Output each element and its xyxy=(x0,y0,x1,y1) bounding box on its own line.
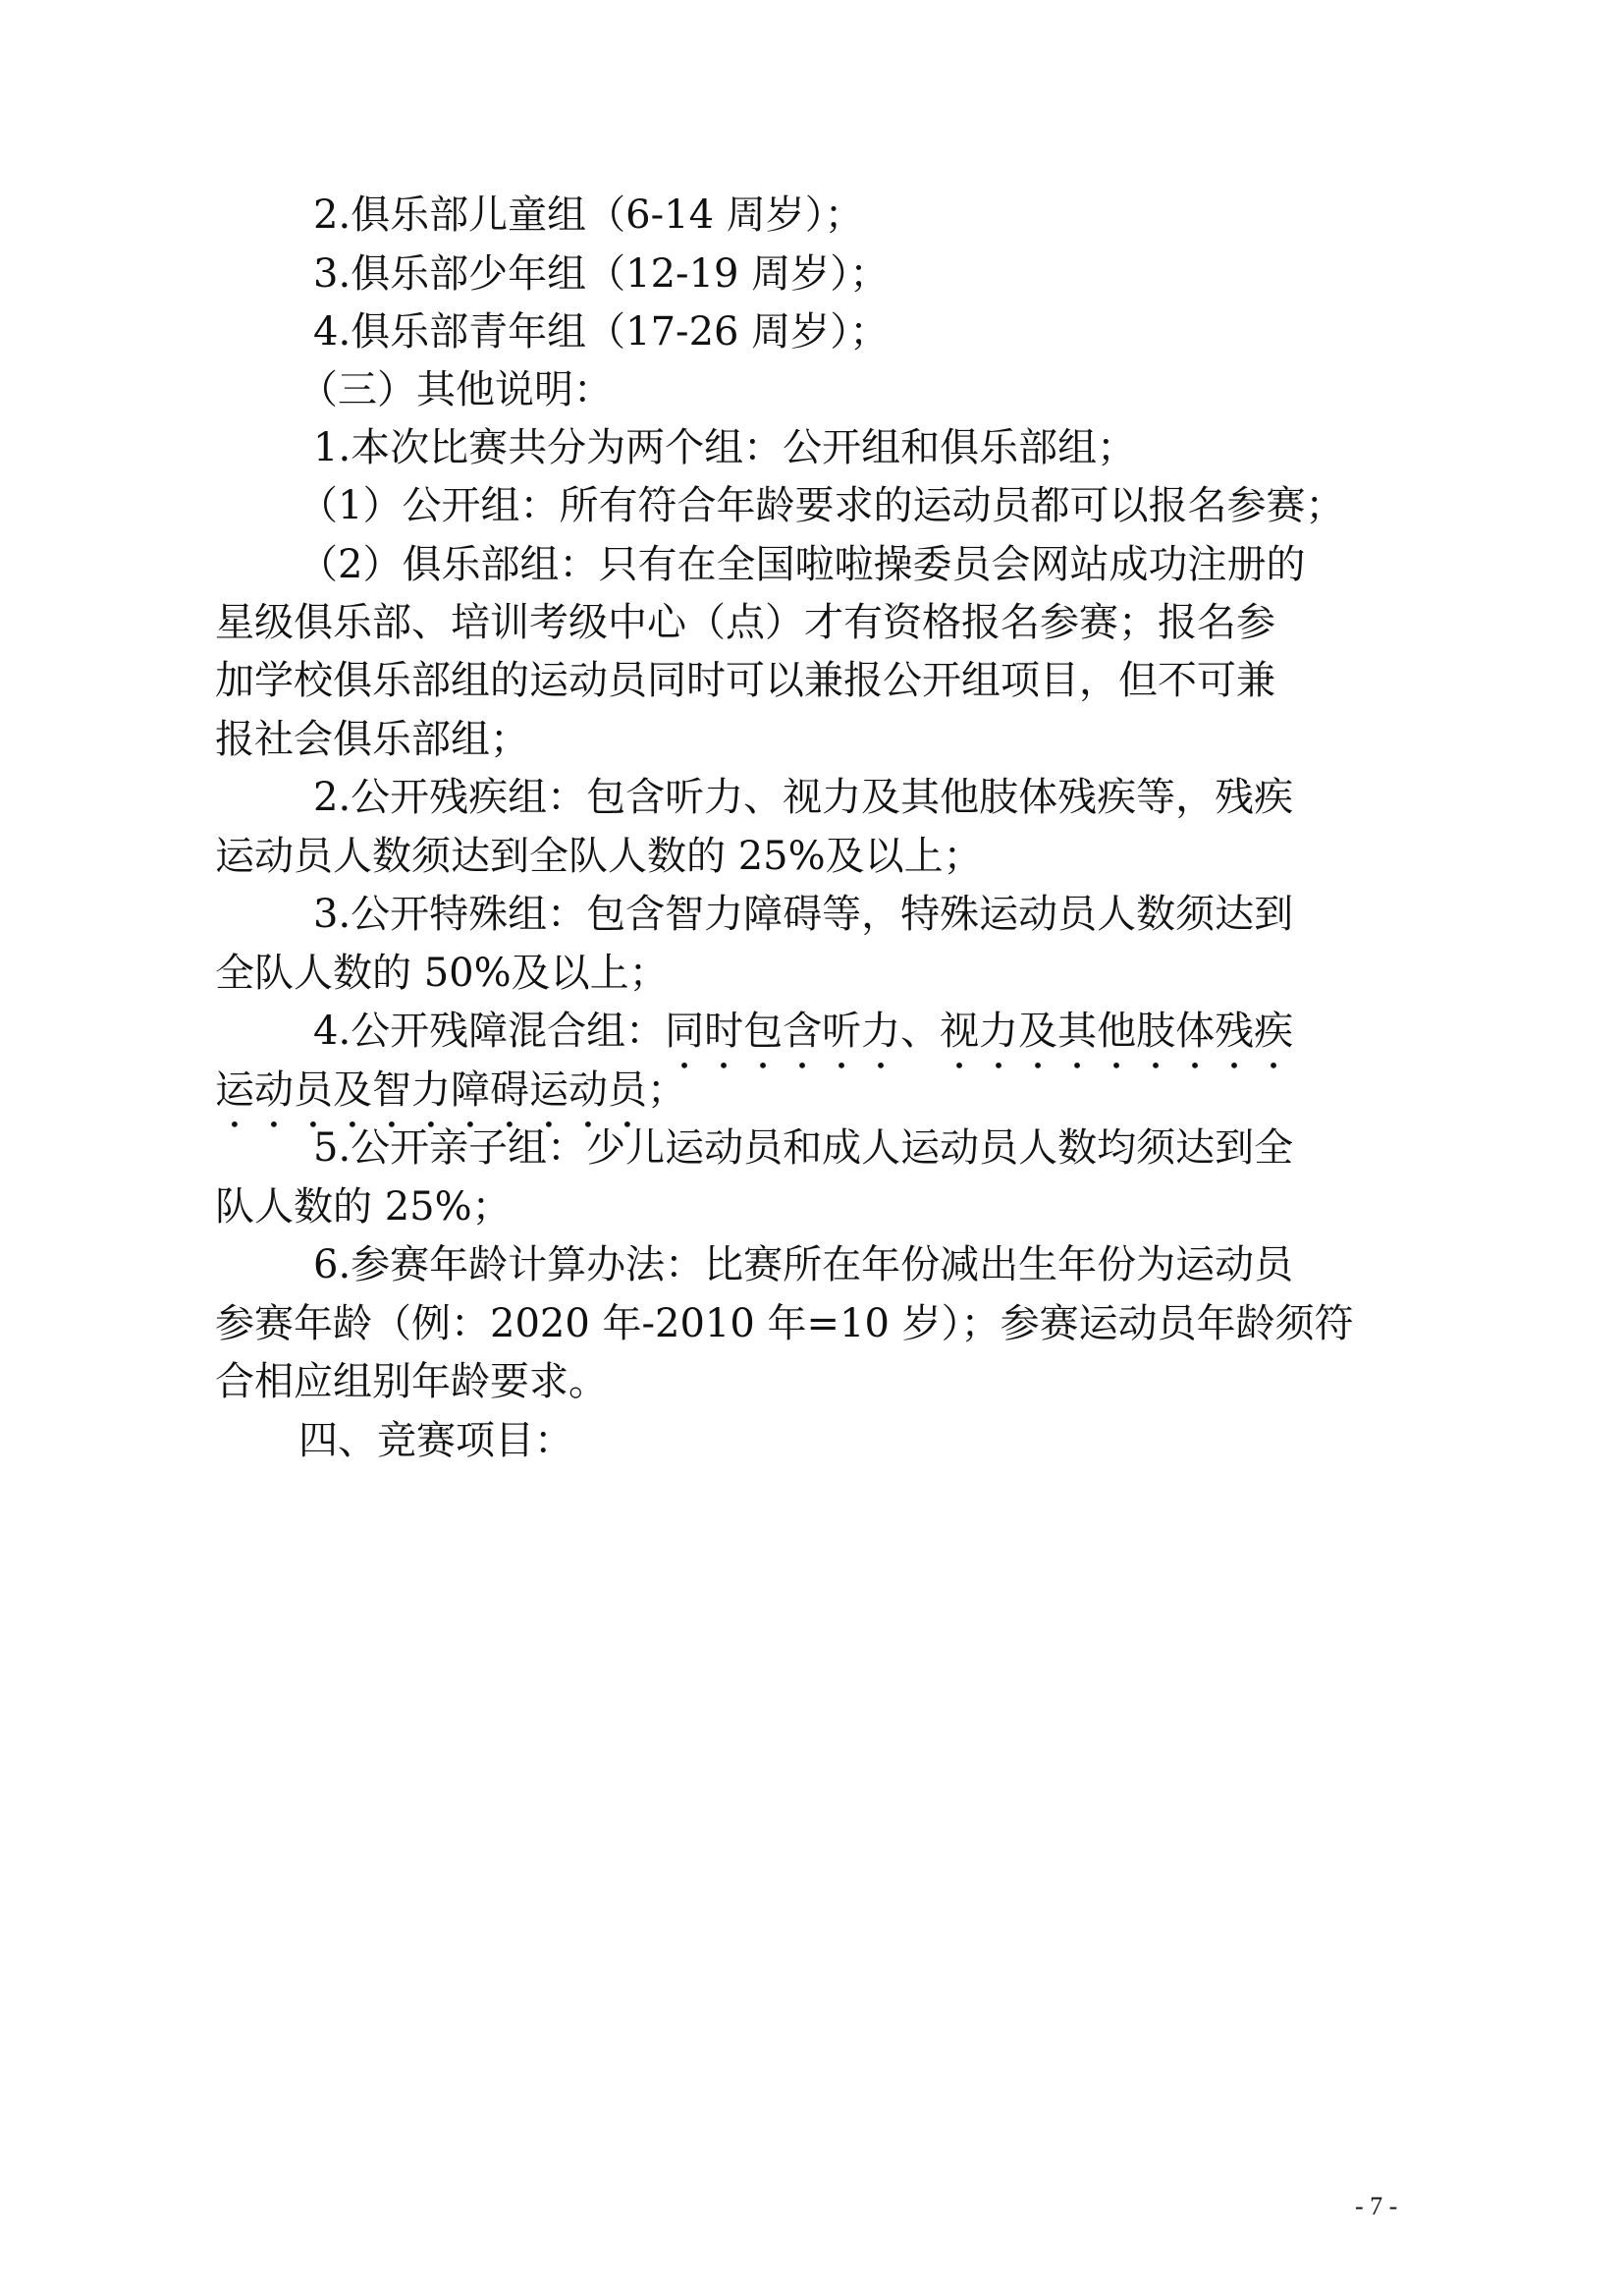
section-heading: 四、竞赛项目： xyxy=(298,1418,573,1463)
text-line: 报社会俱乐部组； xyxy=(215,717,529,762)
text-line: 星级俱乐部、培训考级中心（点）才有资格报名参赛；报名参 xyxy=(215,600,1275,645)
text-line: 运动员人数须达到全队人数的 25%及以上； xyxy=(215,834,983,879)
text-line: 4.俱乐部青年组（17-26 周岁）； xyxy=(313,309,890,355)
text-line: 合相应组别年龄要求。 xyxy=(215,1359,608,1404)
text-line: 参赛年龄（例：2020 年-2010 年=10 岁）；参赛运动员年龄须符 xyxy=(215,1301,1354,1346)
emphasized-text: 运动员及智力障碍运动员 xyxy=(215,1067,647,1113)
text-line: 2.俱乐部儿童组（6-14 周岁）； xyxy=(313,192,864,238)
text-line: 2.公开残疾组：包含听力、视力及其他肢体残疾等，残疾 xyxy=(313,775,1294,820)
text-line: （1）公开组：所有符合年龄要求的运动员都可以报名参赛； xyxy=(298,483,1345,528)
text-line: 5.公开亲子组：少儿运动员和成人运动员人数均须达到全 xyxy=(313,1125,1294,1171)
text-line: 队人数的 25%； xyxy=(215,1184,512,1230)
text-line: 加学校俱乐部组的运动员同时可以兼报公开组项目，但不可兼 xyxy=(215,658,1275,703)
text-line: 3.公开特殊组：包含智力障碍等，特殊运动员人数须达到 xyxy=(313,892,1294,937)
line-suffix: ； xyxy=(647,1067,686,1113)
text-line: 全队人数的 50%及以上； xyxy=(215,951,669,996)
text-line: 6.参赛年龄计算办法：比赛所在年份减出生年份为运动员 xyxy=(313,1242,1294,1287)
emphasized-text: 同时包含听力、视力及其他肢体残疾 xyxy=(665,1009,1294,1054)
section-heading: （三）其他说明： xyxy=(298,367,613,412)
text-line: （2）俱乐部组：只有在全国啦啦操委员会网站成功注册的 xyxy=(298,542,1306,587)
page-number: - 7 - xyxy=(1355,2192,1398,2220)
text-line: 3.俱乐部少年组（12-19 周岁）； xyxy=(313,251,890,297)
text-line: 1.本次比赛共分为两个组：公开组和俱乐部组； xyxy=(313,425,1137,470)
line-prefix: 4.公开残障混合组： xyxy=(313,1009,666,1054)
